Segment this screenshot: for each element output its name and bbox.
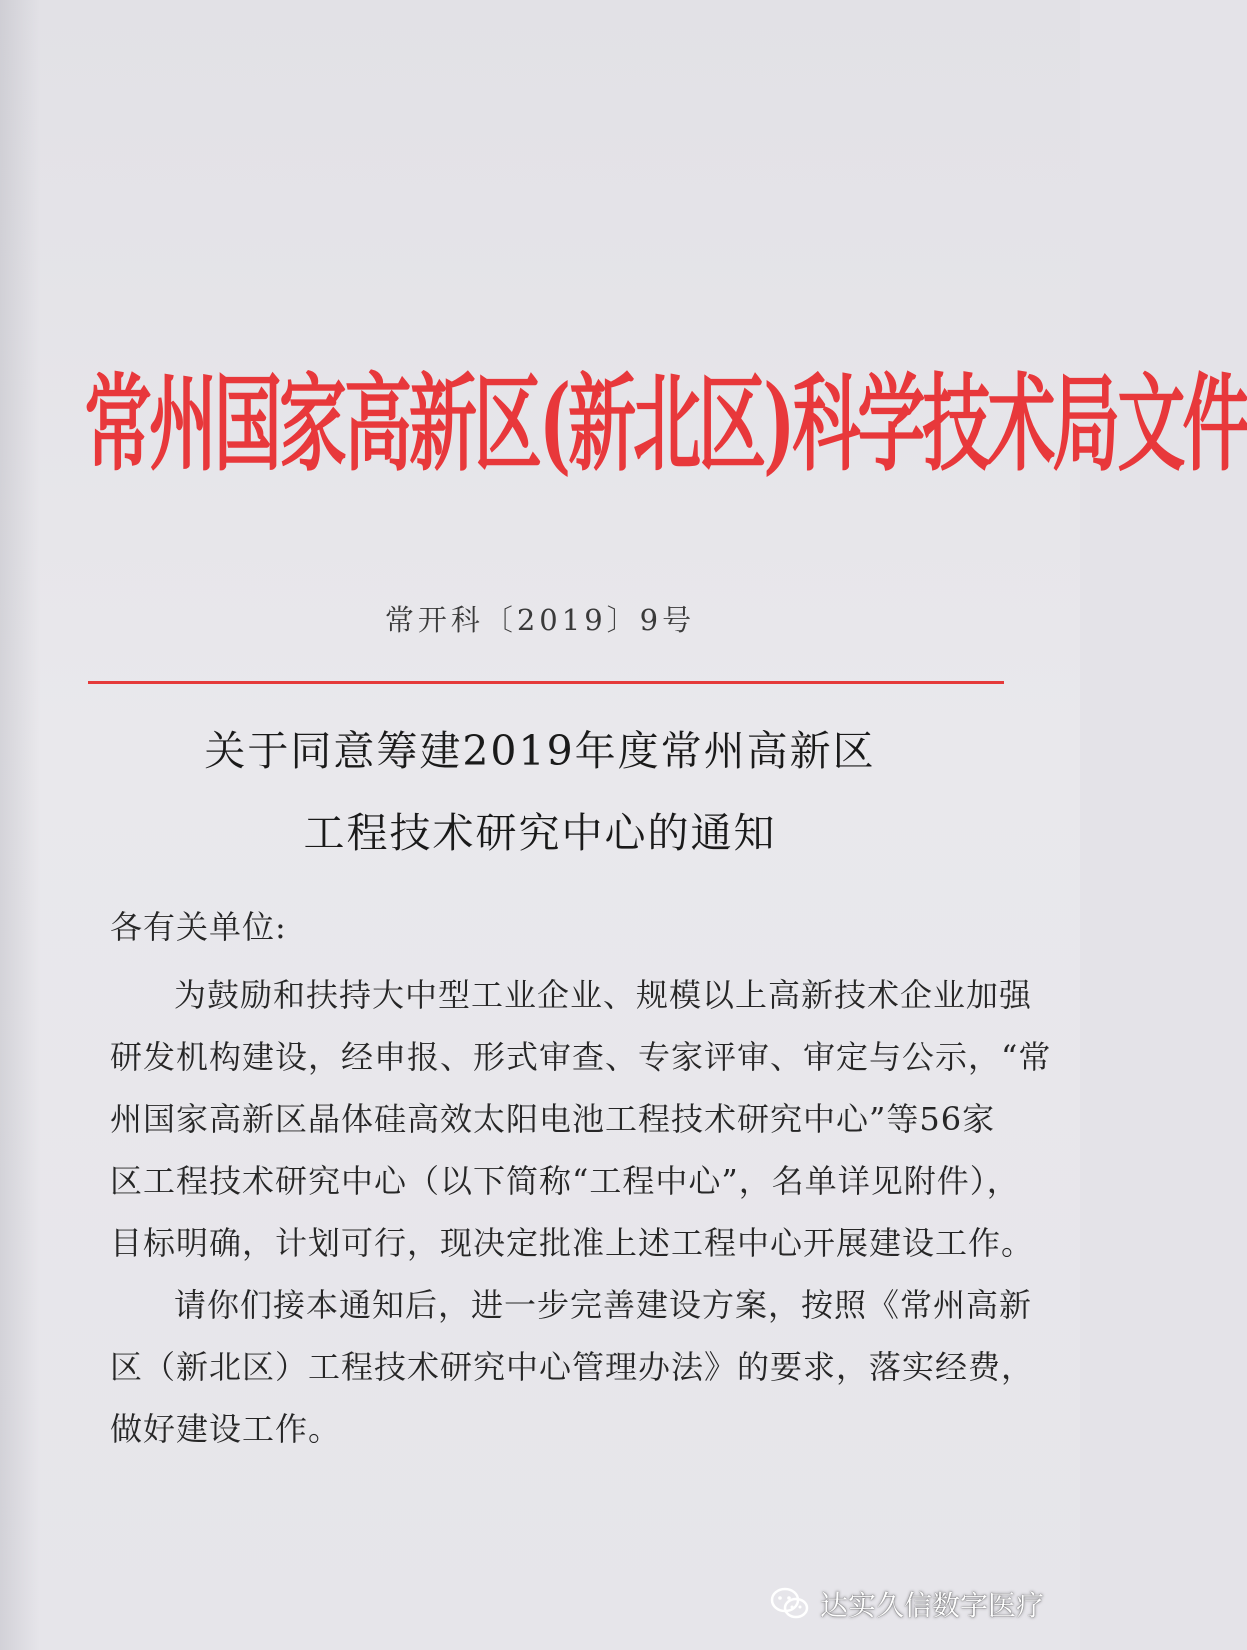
body-line: 研发机构建设，经申报、形式审查、专家评审、审定与公示，“常 xyxy=(110,1038,1052,1076)
document-number: 常开科〔2019〕9号 xyxy=(384,603,696,637)
body-line: 目标明确，计划可行，现决定批准上述工程中心开展建设工作。 xyxy=(110,1224,1035,1262)
body-line: 区工程技术研究中心（以下简称“工程中心”，名单详见附件）， xyxy=(110,1162,1020,1200)
body-line: 州国家高新区晶体硅高效太阳电池工程技术研究中心”等56家 xyxy=(110,1100,996,1138)
body-line: 做好建设工作。 xyxy=(110,1410,342,1448)
wechat-icon xyxy=(770,1587,810,1621)
notice-title-line-2: 工程技术研究中心的通知 xyxy=(303,809,777,857)
body-line: 区（新北区）工程技术研究中心管理办法》的要求，落实经费， xyxy=(110,1348,1035,1386)
account-watermark xyxy=(770,1584,1044,1624)
issuing-authority-header: 常州国家高新区(新北区)科学技术局文件 xyxy=(84,363,1247,487)
red-divider-line xyxy=(88,681,1004,684)
notice-title-line-1: 关于同意筹建2019年度常州高新区 xyxy=(204,727,876,775)
watermark-text: 达实久信数字医疗 xyxy=(819,1589,1044,1622)
salutation: 各有关单位: xyxy=(110,908,287,946)
body-line: 请你们接本通知后，进一步完善建设方案，按照《常州高新 xyxy=(174,1286,1033,1324)
notice-title xyxy=(0,710,1080,874)
body-line: 为鼓励和扶持大中型工业企业、规模以上高新技术企业加强 xyxy=(174,976,1033,1014)
